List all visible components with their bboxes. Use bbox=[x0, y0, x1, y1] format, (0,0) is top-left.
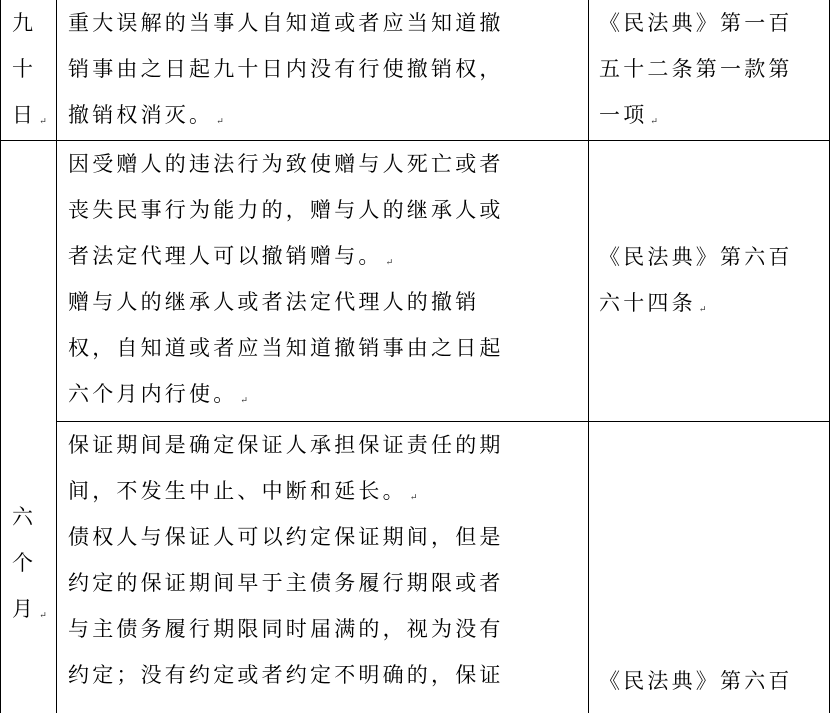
citation-line: 五十二条第一款第 bbox=[599, 57, 793, 81]
citation-line: 《民法典》第六百 bbox=[599, 245, 793, 269]
provision-line: 赠与人的继承人或者法定代理人的撤销 bbox=[68, 290, 480, 314]
provision-line: 间，不发生中止、中断和延长。 ↵ bbox=[68, 479, 418, 503]
paragraph-mark-icon: ↵ bbox=[216, 117, 224, 127]
period-cell-six-months bbox=[12, 494, 56, 632]
table-left-border bbox=[0, 0, 1, 713]
paragraph-mark-icon: ↵ bbox=[39, 117, 47, 127]
paragraph-mark-icon: ↵ bbox=[409, 493, 418, 503]
provision-line: 约定的保证期间早于主债务履行期限或者 bbox=[68, 571, 504, 595]
provision-line: 撤销权消灭。 ↵ bbox=[68, 103, 224, 127]
provision-line: 保证期间是确定保证人承担保证责任的期 bbox=[68, 433, 504, 457]
column-divider-period bbox=[56, 0, 57, 713]
provision-line: 销事由之日起九十日内没有行使撤销权， bbox=[68, 57, 504, 81]
provision-cell bbox=[68, 0, 584, 138]
provision-line: 与主债务履行期限同时届满的，视为没有 bbox=[68, 617, 504, 641]
table-right-border bbox=[829, 0, 830, 713]
provision-line: 约定；没有约定或者约定不明确的，保证 bbox=[68, 663, 504, 687]
period-line: 九 bbox=[12, 11, 37, 35]
provision-line: 丧失民事行为能力的，赠与人的继承人或 bbox=[68, 198, 504, 222]
provision-line: 者法定代理人可以撤销赠与。 ↵ bbox=[68, 244, 394, 268]
period-cell-ninety-days bbox=[12, 0, 56, 138]
provision-cell bbox=[68, 141, 584, 417]
provision-line: 债权人与保证人可以约定保证期间，但是 bbox=[68, 525, 504, 549]
column-divider-citation bbox=[588, 0, 589, 713]
citation-cell bbox=[599, 0, 829, 138]
provision-line: 权，自知道或者应当知道撤销事由之日起 bbox=[68, 336, 504, 360]
citation-line: 《民法典》第六百 bbox=[599, 669, 793, 693]
provision-line: 重大误解的当事人自知道或者应当知道撤 bbox=[68, 11, 504, 35]
provision-line: 因受赠人的违法行为致使赠与人死亡或者 bbox=[68, 152, 504, 176]
period-line: 月 ↵ bbox=[12, 597, 47, 621]
period-line: 六 bbox=[12, 505, 37, 529]
citation-line: 六十四条 ↵ bbox=[599, 291, 707, 315]
citation-cell bbox=[599, 234, 829, 326]
provision-line: 六个月内行使。 ↵ bbox=[68, 382, 248, 406]
paragraph-mark-icon: ↵ bbox=[385, 258, 394, 268]
provision-cell bbox=[68, 422, 584, 698]
citation-line: 一项 ↵ bbox=[599, 103, 658, 127]
period-line: 十 bbox=[12, 57, 37, 81]
paragraph-mark-icon: ↵ bbox=[650, 117, 658, 127]
citation-cell bbox=[599, 658, 829, 704]
period-line: 个 bbox=[12, 551, 37, 575]
citation-line: 《民法典》第一百 bbox=[599, 11, 793, 35]
period-line: 日 ↵ bbox=[12, 103, 47, 127]
paragraph-mark-icon: ↵ bbox=[240, 396, 248, 406]
paragraph-mark-icon: ↵ bbox=[698, 305, 707, 315]
paragraph-mark-icon: ↵ bbox=[39, 611, 47, 621]
